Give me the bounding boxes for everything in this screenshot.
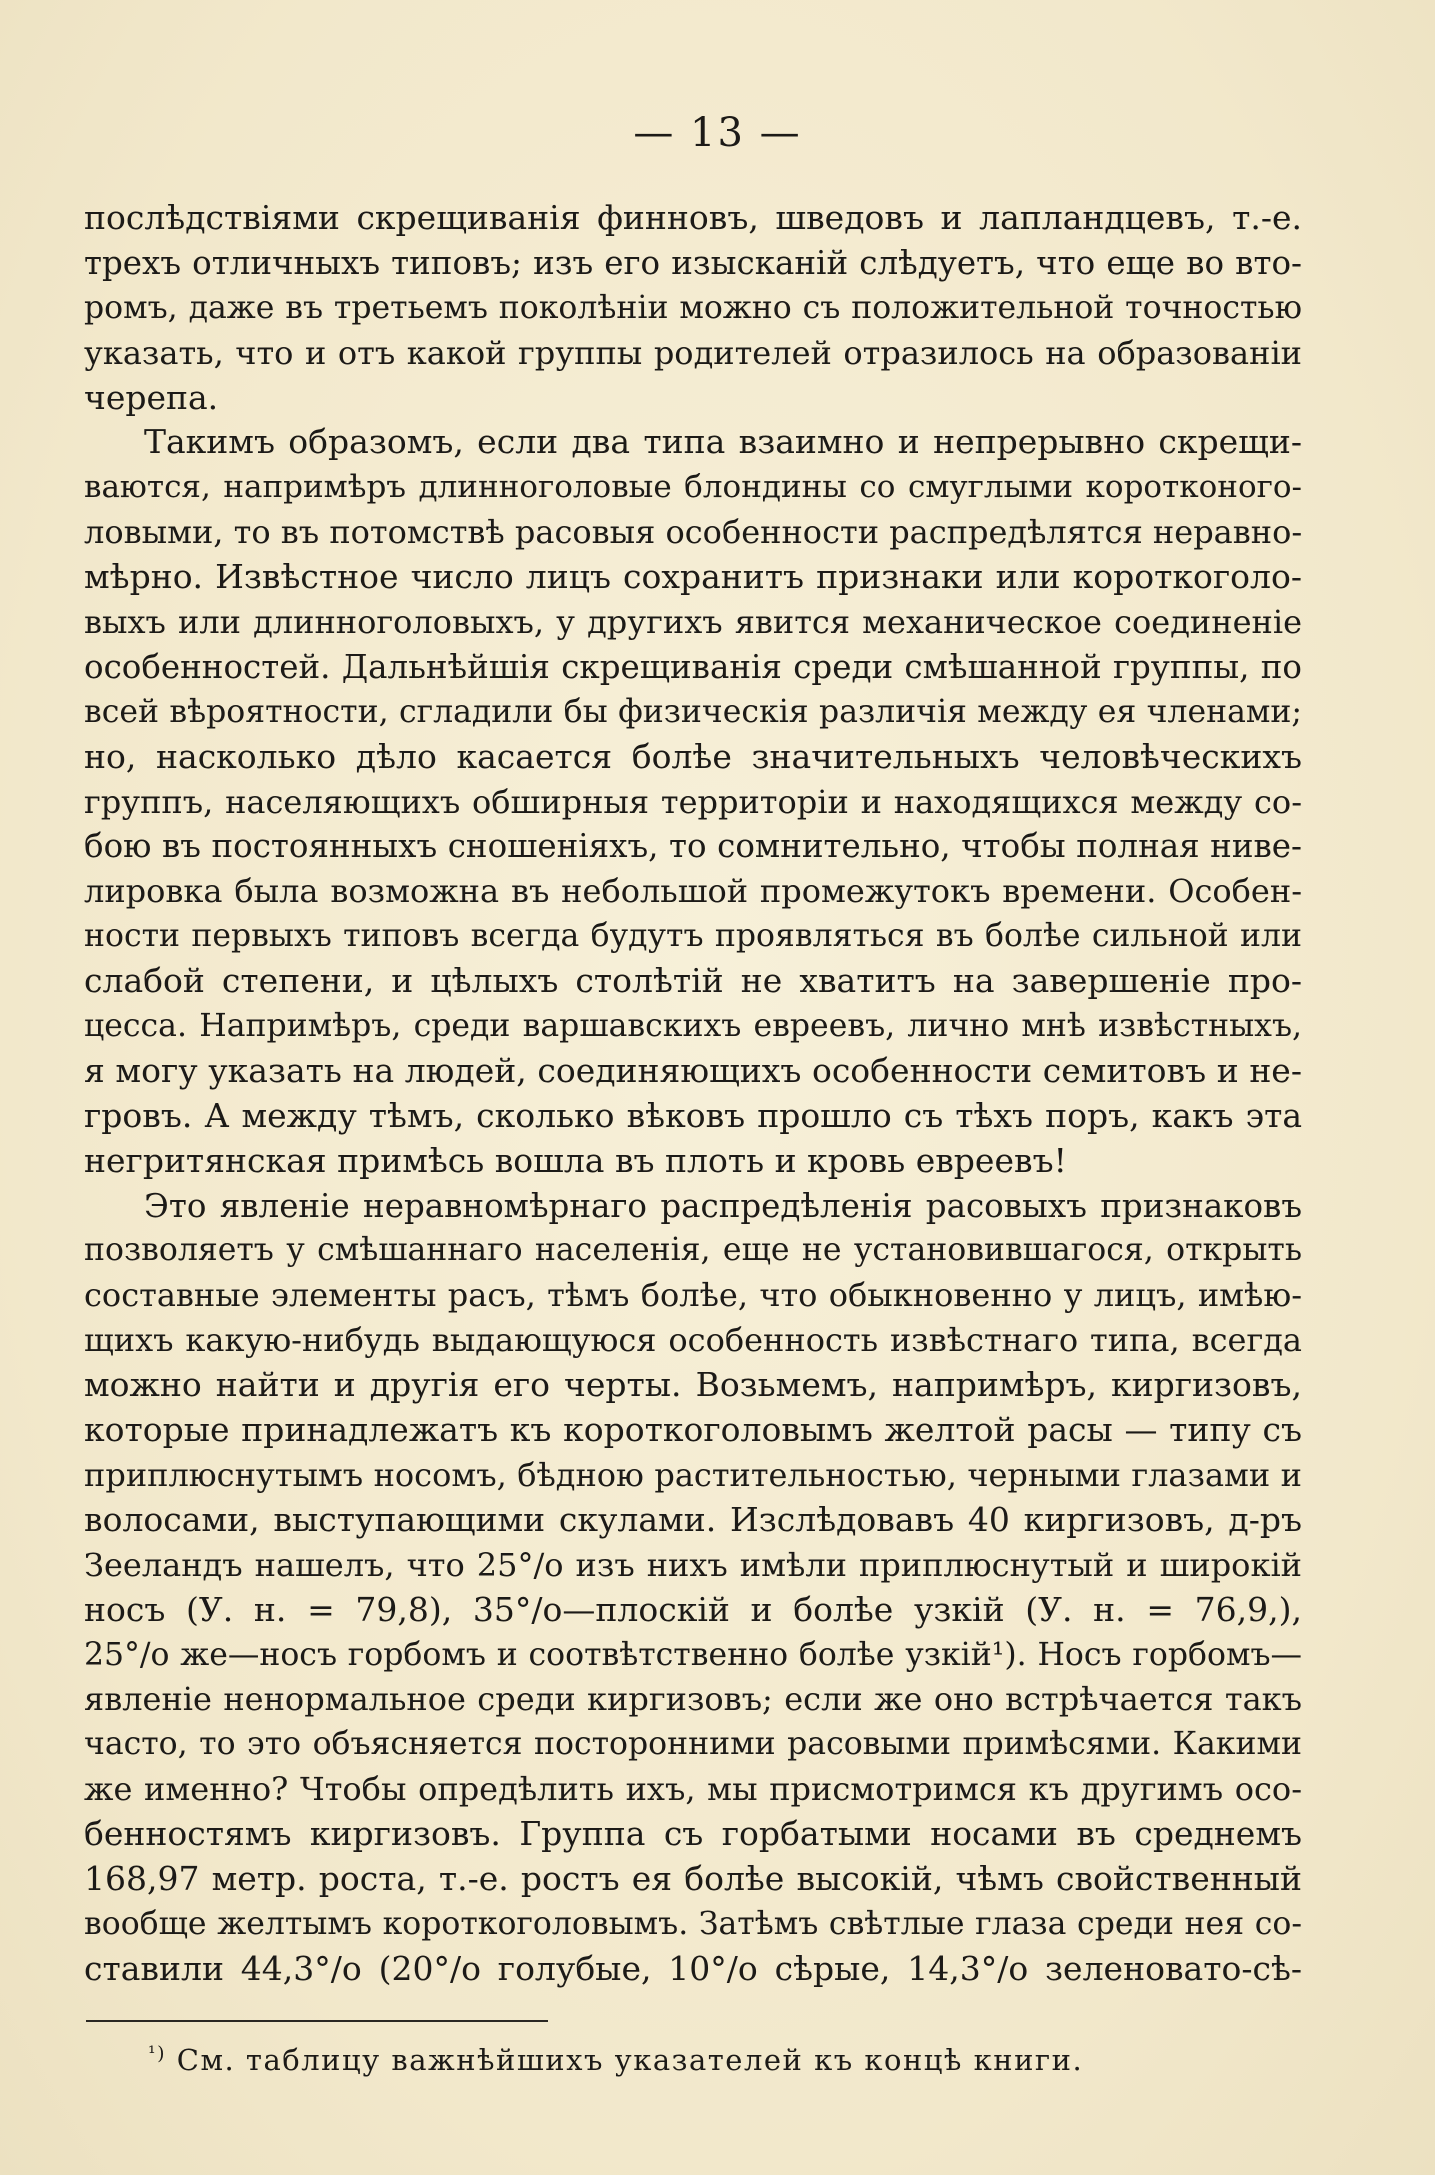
text-line: негритянская примѣсь вошла въ плоть и кровь евреевъ!	[84, 1140, 1067, 1180]
footnote	[148, 2040, 1083, 2080]
text-line: бою въ постоянныхъ сношеніяхъ, то сомнительно, чтобы полная ниве-	[84, 827, 1302, 866]
text-line: которые принадлежатъ къ короткоголовымъ желтой расы — типу съ	[84, 1410, 1302, 1450]
text-line: ставили 44,3°/о (20°/о голубые, 10°/о сѣрые, 14,3°/о зеленовато-сѣ-	[84, 1948, 1302, 1988]
text-line: составные элементы расъ, тѣмъ болѣе, что обыкновенно у лицъ, имѣю-	[84, 1276, 1302, 1315]
text-line: ромъ, даже въ третьемъ поколѣніи можно съ положительной точностью	[84, 289, 1302, 326]
text-line: ваются, напримѣръ длинноголовые блондины со смуглыми коротконого-	[84, 469, 1302, 506]
text-line: указать, что и отъ какой группы родителей отразилось на образованіи	[84, 333, 1302, 372]
text-line: черепа.	[84, 377, 219, 417]
text-line: трехъ отличныхъ типовъ; изъ его изысканій слѣдуетъ, что еще во вто-	[84, 243, 1302, 282]
text-line: гровъ. А между тѣмъ, сколько вѣковъ прошло съ тѣхъ поръ, какъ эта	[84, 1095, 1302, 1135]
text-line: лировка была возможна въ небольшой промежутокъ времени. Особен-	[84, 872, 1302, 911]
text-line: Это явленіе неравномѣрнаго распредѣленія расовыхъ признаковъ	[144, 1186, 1302, 1225]
text-line: выхъ или длинноголовыхъ, у другихъ явится механическое соединеніе	[84, 603, 1302, 642]
text-line: ловыми, то въ потомствѣ расовыя особенности распредѣлятся неравно-	[84, 513, 1302, 552]
text-line: можно найти и другія его черты. Возьмемъ, напримѣръ, киргизовъ,	[84, 1365, 1302, 1405]
text-line: 168,97 метр. роста, т.-е. ростъ ея болѣе высокій, чѣмъ свойственный	[84, 1858, 1302, 1898]
text-line: всей вѣроятности, сгладили бы физическія различія между ея членами;	[84, 693, 1302, 730]
text-line: ности первыхъ типовъ всегда будутъ проявляться въ болѣе сильной или	[84, 918, 1302, 955]
text-line: цесса. Напримѣръ, среди варшавскихъ евреевъ, лично мнѣ извѣстныхъ,	[84, 1008, 1302, 1045]
text-line: группъ, населяющихъ обширныя территоріи и находящихся между со-	[84, 782, 1302, 821]
text-line: явленіе ненормальное среди киргизовъ; если же оно встрѣчается такъ	[84, 1680, 1302, 1719]
text-line: часто, то это объясняется посторонними расовыми примѣсями. Какими	[84, 1726, 1302, 1763]
text-line: щихъ какую-нибудь выдающуюся особенность извѣстнаго типа, всегда	[84, 1321, 1302, 1360]
text-line: послѣдствіями скрещиванія финновъ, шведовъ и лапландцевъ, т.-е.	[84, 198, 1302, 237]
text-line: Такимъ образомъ, если два типа взаимно и непрерывно скрещи-	[144, 422, 1302, 462]
footnote-text: См. таблицу важнѣйшихъ указателей къ концѣ книги.	[176, 2043, 1084, 2077]
footnote-divider	[86, 2020, 548, 2022]
text-line: приплюснутымъ носомъ, бѣдною растительностью, черными глазами и	[84, 1455, 1302, 1494]
text-line: мѣрно. Извѣстное число лицъ сохранитъ признаки или короткоголо-	[84, 557, 1302, 597]
page-number: — 13 —	[633, 110, 802, 156]
footnote-mark: ¹)	[148, 2042, 167, 2065]
text-line: позволяетъ у смѣшаннаго населенія, еще не установившагося, открыть	[84, 1232, 1302, 1269]
text-line: же именно? Чтобы опредѣлить ихъ, мы присмотримся къ другимъ осо-	[84, 1770, 1302, 1809]
text-line: 25°/о же—носъ горбомъ и соотвѣтственно болѣе узкій¹). Носъ горбомъ—	[84, 1636, 1302, 1673]
text-line: волосами, выступающими скулами. Изслѣдовавъ 40 киргизовъ, д-ръ	[84, 1499, 1302, 1539]
text-line: носъ (У. н. = 79,8), 35°/о—плоскій и болѣе узкій (У. н. = 76,9,),	[84, 1589, 1302, 1629]
text-line: Зееландъ нашелъ, что 25°/о изъ нихъ имѣли приплюснутый и широкій	[84, 1545, 1302, 1584]
text-line: вообще желтымъ короткоголовымъ. Затѣмъ свѣтлые глаза среди нея со-	[84, 1905, 1302, 1942]
text-line: слабой степени, и цѣлыхъ столѣтій не хватитъ на завершеніе про-	[84, 961, 1302, 1001]
text-line: особенностей. Дальнѣйшія скрещиванія среди смѣшанной группы, по	[84, 647, 1302, 686]
body-text	[84, 196, 1302, 1992]
text-line: я могу указать на людей, соединяющихъ особенности семитовъ и не-	[84, 1050, 1302, 1090]
text-line: бенностямъ киргизовъ. Группа съ горбатыми носами въ среднемъ	[84, 1814, 1302, 1854]
text-line: но, насколько дѣло касается болѣе значительныхъ человѣческихъ	[84, 736, 1302, 776]
